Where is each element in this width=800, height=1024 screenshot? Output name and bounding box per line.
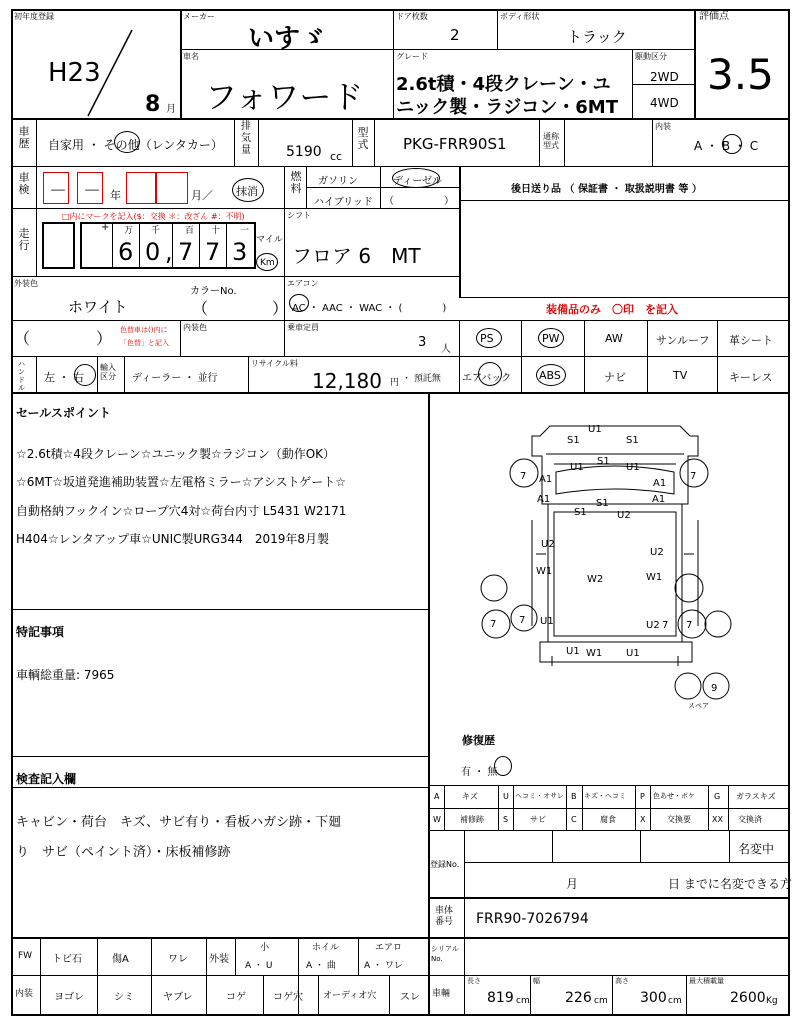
disp-unit: cc xyxy=(330,150,343,163)
doors-value: 2 xyxy=(450,26,460,44)
diag-code-20: W1 xyxy=(646,572,663,583)
int-item-3: ヤブレ xyxy=(163,992,193,1003)
equip-abs: ABS xyxy=(539,369,561,382)
recycle-deposit: ・ 預託無 xyxy=(402,374,441,384)
model-value: PKG-FRR90S1 xyxy=(403,135,507,153)
mileage-label: 走行 xyxy=(18,227,30,252)
diag-code-28: W1 xyxy=(586,648,603,659)
diag-code-11: A1 xyxy=(653,478,667,489)
inspection-cancel: 抹消 xyxy=(236,185,258,198)
model-label: 型式 xyxy=(357,126,369,151)
capacity-label: 乗車定員 xyxy=(287,323,319,332)
repair-label: 修復歴 xyxy=(462,734,495,747)
first-reg-label: 初年度登録 xyxy=(14,12,54,21)
legend-r1-6: P xyxy=(640,792,645,801)
mileage-unit-km: Km xyxy=(260,258,275,268)
hei-label: 高さ xyxy=(615,977,629,985)
mileage-km-circle xyxy=(256,253,278,271)
grade-line1: 2.6t積・4段クレーン・ユ xyxy=(396,74,611,95)
legend-r2-8: XX xyxy=(712,815,723,824)
equip-pw-circle xyxy=(538,328,564,348)
first-reg-month: 8 xyxy=(145,92,161,117)
legend-r1-2: U xyxy=(503,792,509,801)
mileage-digit-5: 3 xyxy=(232,238,248,266)
diag-code-21: 7 xyxy=(490,619,497,630)
equip-navi: ナビ xyxy=(604,371,626,384)
wheel-label: ホイル xyxy=(312,943,340,953)
common-model-label: 通称型式 xyxy=(543,132,559,150)
disp-label: 排気量 xyxy=(241,121,251,156)
legend-r1-1: キズ xyxy=(462,792,478,801)
capacity-value: 3 xyxy=(418,335,427,350)
chassis-value: FRR90-7026794 xyxy=(476,911,589,927)
fuel-other: （ ） xyxy=(384,196,454,207)
diag-code-18: W1 xyxy=(536,566,553,577)
color-value: ホワイト xyxy=(68,298,128,316)
aero-label: エアロ xyxy=(375,943,403,953)
diag-code-12: A1 xyxy=(652,494,666,505)
color-change-note-1: 色替車は()内に xyxy=(120,326,168,334)
mileage-unit-mile: マイル xyxy=(256,235,283,245)
int-item-7: スレ xyxy=(400,992,420,1003)
score-value: 3.5 xyxy=(707,50,774,99)
repair-value: 有 ・ 無 xyxy=(461,767,498,778)
legend-r1-8: G xyxy=(714,792,721,801)
inspection-note-line-2: り サビ（ペイント済）・床板補修跡 xyxy=(16,845,231,860)
diag-code-19: W2 xyxy=(587,574,604,585)
mileage-digit-2: 0 xyxy=(145,238,161,266)
ac-circle xyxy=(289,294,309,312)
diag-code-5: S1 xyxy=(597,456,610,467)
diag-code-30: 9 xyxy=(711,683,718,694)
score-label: 評価点 xyxy=(699,11,729,22)
grade-line2: ニック製・ラジコン・6MT xyxy=(396,97,618,118)
int-item-2: シミ xyxy=(114,992,134,1003)
exterior-label: 外装 xyxy=(209,954,229,965)
vehicle-diagram xyxy=(430,394,788,784)
legend-r1-0: A xyxy=(434,792,440,801)
equip-abs-circle xyxy=(536,364,566,386)
equip-pw: PW xyxy=(542,332,560,345)
dims-label: 車輛 xyxy=(432,989,451,999)
history-label: 車歴 xyxy=(18,125,30,150)
int-color-label: 内装色 xyxy=(183,323,207,332)
diag-code-2: S1 xyxy=(567,435,580,446)
equip-ps-circle xyxy=(476,328,502,348)
inspection-month-unit: 月／ xyxy=(191,189,213,202)
diag-code-22: 7 xyxy=(519,615,526,626)
first-reg-era: H23 xyxy=(48,58,101,88)
capacity-unit: 人 xyxy=(441,344,451,355)
wheel-opts: A ・ 曲 xyxy=(306,961,336,971)
mileage-comma: , xyxy=(165,238,173,266)
carname-value: フォワード xyxy=(205,78,364,116)
mileage-ichi: 一 xyxy=(240,226,250,236)
body-value: トラック xyxy=(567,28,627,46)
load-value: 2600 xyxy=(730,990,766,1006)
handle-label: ハンドル xyxy=(18,360,25,392)
hei-unit: cm xyxy=(668,996,682,1006)
mileage-mark-box xyxy=(42,222,75,269)
fuel-diesel-circle xyxy=(392,168,440,188)
inspection-notes-title: 検査記入欄 xyxy=(16,772,77,786)
sales-point-line-3: 自動格納フックイン☆ロープ穴4対☆荷台内寸 L5431 W2171 xyxy=(16,504,347,518)
diag-code-26: 7 xyxy=(686,620,693,631)
fw-label: FW xyxy=(18,951,33,961)
len-label: 長さ xyxy=(467,977,481,985)
legend-r2-9: 交換済 xyxy=(738,815,762,824)
equip-airbag: エアバック xyxy=(462,373,512,384)
spare-label: スペア xyxy=(688,702,709,710)
interior-label: 内装 xyxy=(655,122,671,131)
interior-circle xyxy=(722,134,742,154)
inspection-dash-2: － xyxy=(83,181,101,202)
wid-unit: cm xyxy=(594,996,608,1006)
int-item-1: ヨゴレ xyxy=(54,992,84,1003)
mileage-plus: + xyxy=(101,222,110,233)
mileage-sen: 千 xyxy=(151,226,161,236)
recycle-value: 12,180 xyxy=(312,369,382,393)
inspection-label: 車検 xyxy=(18,171,30,196)
len-value: 819 xyxy=(487,990,514,1006)
mileage-jyu: 十 xyxy=(211,226,221,236)
inspection-box-3 xyxy=(126,172,156,204)
body-label: ボディ形状 xyxy=(500,12,540,21)
legend-r2-5: 腐食 xyxy=(600,815,616,824)
diag-code-17: U2 xyxy=(650,547,664,558)
diag-code-4: U1 xyxy=(570,462,584,473)
legend-r1-4: B xyxy=(571,792,577,801)
diag-code-1: U1 xyxy=(588,424,602,435)
diag-code-14: S1 xyxy=(596,498,609,509)
inspection-dash-1: － xyxy=(49,181,67,202)
docs-title: 後日送り品 （ 保証書 ・ 取扱説明書 等 ） xyxy=(511,184,702,195)
fw-item-2: 傷A xyxy=(112,954,129,965)
legend-r1-9: ガラスキズ xyxy=(736,792,776,801)
mileage-note: □内にマークを記入($：交換 ＊：改ざん #：不明) xyxy=(62,212,245,221)
import-label: 輸入区分 xyxy=(100,363,116,381)
diag-code-29: U1 xyxy=(626,648,640,659)
hei-value: 300 xyxy=(640,990,667,1006)
shift-label: シフト xyxy=(287,211,311,220)
fw-item-3: ワレ xyxy=(168,954,188,965)
inspection-note-line-1: キャビン・荷台 キズ、サビ有り・看板ハガシ跡・下廻 xyxy=(16,815,342,830)
legend-r2-3: サビ xyxy=(530,815,546,824)
ac-value: AC ・ AAC ・ WAC ・ ( ) xyxy=(292,303,447,314)
legend-r2-2: S xyxy=(503,815,509,824)
special-text: 車輌総重量: 7965 xyxy=(16,668,115,682)
first-reg-month-unit: 月 xyxy=(166,104,176,115)
registration-day-text: 日 までに名変できる方 xyxy=(668,877,792,891)
diag-code-23: U1 xyxy=(540,616,554,627)
equip-aw: AW xyxy=(605,332,623,345)
legend-r1-3: ヘコミ・オサレ xyxy=(515,792,564,800)
diag-code-13: S1 xyxy=(574,507,587,518)
shift-value: フロア 6 MT xyxy=(292,244,421,268)
fuel-gas: ガソリン xyxy=(318,176,358,187)
color-label: 外装色 xyxy=(14,279,38,288)
serial-label: シリアルNo. xyxy=(431,945,459,963)
diag-code-9: A1 xyxy=(537,494,551,505)
legend-r2-7: 交換要 xyxy=(667,815,691,824)
sales-point-line-2: ☆6MT☆坂道発進補助装置☆左電格ミラー☆アシストゲート☆ xyxy=(16,475,347,489)
legend-r2-0: W xyxy=(433,815,441,824)
diag-code-27: U1 xyxy=(566,646,580,657)
equip-ps: PS xyxy=(480,332,494,345)
len-unit: cm xyxy=(516,996,530,1006)
diag-code-8: A1 xyxy=(539,474,553,485)
small-label: 小 xyxy=(260,943,270,953)
color-change-paren-right: ） xyxy=(96,329,113,348)
carname-label: 車名 xyxy=(183,52,199,61)
inspection-cancel-circle xyxy=(232,178,264,202)
legend-r2-1: 補修跡 xyxy=(460,815,484,824)
mileage-digit-4: 7 xyxy=(205,238,221,266)
equip-keyless: キーレス xyxy=(729,371,773,384)
fuel-label: 燃料 xyxy=(290,170,302,195)
handle-circle xyxy=(74,364,96,386)
color-change-note-2: 「色替」と記入 xyxy=(120,339,169,347)
registration-label: 登録No. xyxy=(430,860,460,869)
import-value: ディーラー ・ 並行 xyxy=(132,373,218,384)
int-item-5: コゲ穴 xyxy=(273,992,303,1003)
diag-code-10: 7 xyxy=(690,471,697,482)
diag-code-3: S1 xyxy=(626,435,639,446)
diag-code-6: U1 xyxy=(626,462,640,473)
first-reg-slash xyxy=(85,28,135,118)
bottom-interior-label: 内装 xyxy=(15,989,34,999)
maker-value: いすゞ xyxy=(248,24,327,54)
mileage-digit-3: 7 xyxy=(178,238,194,266)
colorno-value: （ ） xyxy=(192,299,289,318)
int-item-4: コゲ xyxy=(226,992,246,1003)
small-opts: A ・ U xyxy=(245,961,273,971)
mileage-man: 万 xyxy=(124,226,134,236)
sales-points-title: セールスポイント xyxy=(16,406,111,420)
sales-point-line-4: H404☆レンタアップ車☆UNIC製URG344 2019年8月製 xyxy=(16,532,330,546)
handle-value: 左 ・ 右 xyxy=(44,371,84,384)
aero-opts: A ・ ワレ xyxy=(364,961,403,971)
color-change-paren-left: （ xyxy=(14,329,31,348)
recycle-label: リサイクル料 xyxy=(251,359,298,368)
legend-r2-6: X xyxy=(640,815,646,824)
diag-code-16: U2 xyxy=(541,539,555,550)
mileage-hyaku: 百 xyxy=(185,226,195,236)
inspection-box-4 xyxy=(156,172,188,204)
equip-leather: 革シート xyxy=(729,334,773,347)
diag-code-7: 7 xyxy=(520,471,527,482)
inspection-year-unit: 年 xyxy=(110,189,121,202)
history-circle xyxy=(114,131,140,153)
legend-r1-7: 色あせ・ボケ xyxy=(653,792,695,800)
drive-label: 駆動区分 xyxy=(635,52,667,61)
fuel-diesel: ディーゼル xyxy=(393,176,442,187)
doors-label: ドア枚数 xyxy=(396,12,428,21)
wid-label: 幅 xyxy=(533,977,540,985)
colorno-label: カラーNo. xyxy=(190,286,237,297)
drive-4wd: 4WD xyxy=(650,96,679,110)
recycle-unit: 円 xyxy=(390,378,400,388)
registration-name-change: 名変中 xyxy=(738,842,775,856)
load-unit: Kg xyxy=(766,996,778,1006)
fuel-hybrid: ハイブリッド xyxy=(314,197,373,208)
legend-r1-5: キズ・ヘコミ xyxy=(584,792,626,800)
repair-circle xyxy=(494,756,512,776)
equip-sunroof: サンルーフ xyxy=(656,334,710,347)
int-item-6: オーディオ穴 xyxy=(323,991,377,1001)
wid-value: 226 xyxy=(565,990,592,1006)
equip-header: 装備品のみ 〇印 を記入 xyxy=(546,303,678,316)
diag-code-24: U2 xyxy=(646,620,660,631)
sales-point-line-1: ☆2.6t積☆4段クレーン☆ユニック製☆ラジコン（動作OK） xyxy=(16,447,336,461)
legend-r2-4: C xyxy=(571,815,577,824)
diag-code-15: U2 xyxy=(617,510,631,521)
load-label: 最大積載量 xyxy=(689,977,724,985)
history-value: 自家用 ・ その他（レンタカー） xyxy=(48,138,223,152)
mileage-digit-1: 6 xyxy=(118,238,134,266)
ac-label: エアコン xyxy=(287,279,319,288)
diag-code-25: 7 xyxy=(662,620,669,631)
equip-airbag-circle xyxy=(478,362,502,386)
equip-tv: TV xyxy=(673,369,688,382)
chassis-label: 車体番号 xyxy=(435,906,454,927)
grade-label: グレード xyxy=(396,52,428,61)
drive-2wd: 2WD xyxy=(650,70,679,84)
fw-item-1: トビ石 xyxy=(52,954,82,965)
interior-grades: A ・ B ・ C xyxy=(694,139,759,153)
registration-month-unit: 月 xyxy=(566,877,579,891)
maker-label: メーカー xyxy=(183,12,215,21)
special-title: 特記事項 xyxy=(16,625,65,639)
disp-value: 5190 xyxy=(286,144,322,160)
